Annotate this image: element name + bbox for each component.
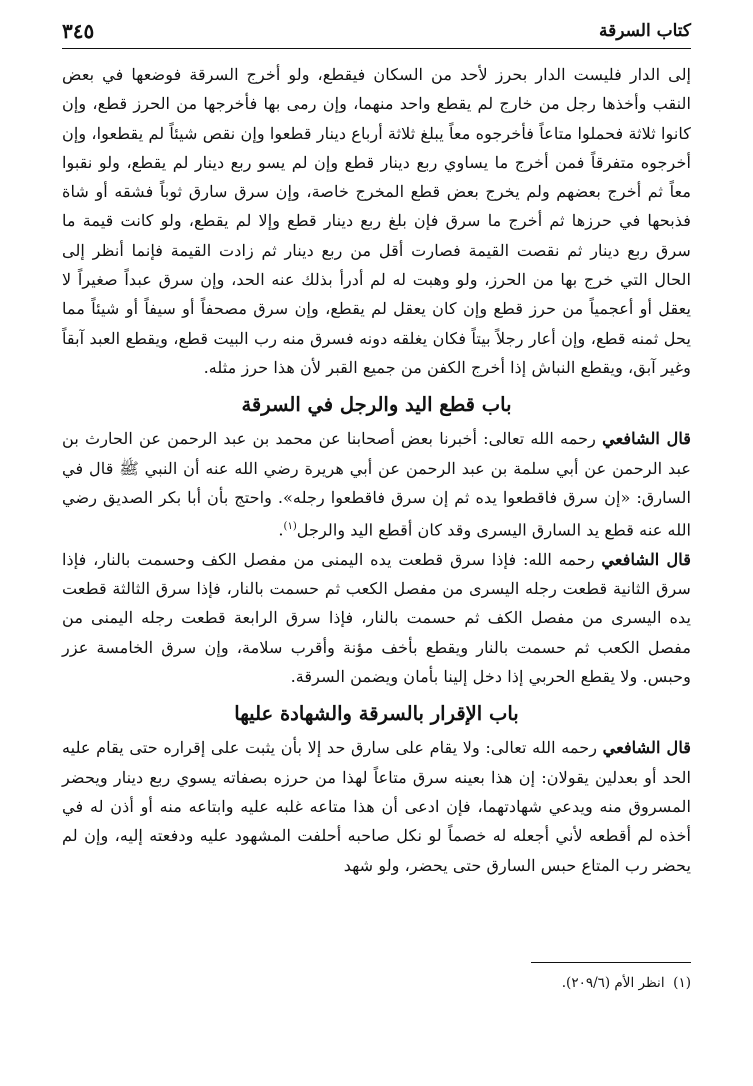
paragraph-amputation-order [62, 545, 691, 691]
paragraph-text: رحمه الله تعالى: أخبرنا بعض أصحابنا عن محمد بن عبد الرحمن عن الحارث بن عبد الرحمن عن أبي سلمة بن عبد الرحمن عن أبي هريرة رضي الله عنه أن النبي ﷺ قال في السارق: «إن سرق فاقطعوا يده ثم إن سرق فاقطعوا رجله». واحتج بأن أبا بكر الصديق رضي الله عنه قطع يد السارق اليسرى وقد كان أقطع اليد والرجل [62, 429, 691, 540]
footnote-number: (١) [673, 975, 691, 991]
page-number: ٣٤٥ [62, 19, 95, 43]
footnotes [62, 962, 691, 993]
running-header [62, 14, 691, 49]
paragraph-text: رحمه الله: فإذا سرق قطعت يده اليمنى من مفصل الكف وحسمت بالنار، فإذا سرق الثانية قطعت رجله اليسرى من مفصل الكعب ثم حسمت بالنار، فإذا سرق الثالثة قطعت يده اليسرى من مفصل الكف ثم حسمت بالنار، فإذا سرق الرابعة قطعت رجله اليمنى من مفصل الكعب ثم حسمت بالنار ويقطع بأخف مؤنة وأقرب سلامة، وإن سرق الخامسة عزر وحبس. ولا يقطع الحربي إذا دخل إلينا بأمان ويضمن السرقة. [62, 549, 691, 687]
continuation-paragraph: إلى الدار فليست الدار بحرز لأحد من السكان فيقطع، ولو أخرج السرقة فوضعها في بعض النقب وأخذها رجل من خارج لم يقطع واحد منهما، وإن رمى بها فأخرجها من الحرز قطع، وإن كانوا ثلاثة فحملوا متاعاً فأخرجوه معاً يبلغ ثلاثة أرباع دينار قطعوا وإن نقص شيئاً لم يقطعوا، وإن أخرجوه متفرقاً فمن أخرج ما يساوي ربع دينار قطع وإن لم يسو ربع دينار لم يقطع، ولو نقبوا معاً ثم أخرج بعضهم ولم يخرج بعض قطع المخرج خاصة، وإن سرق سارق ثوباً فشقه أو شاة فذبحها في حرزها ثم أخرج ما سرق فإن بلغ ربع دينار قطع وإلا لم يقطع، ولو كانت قيمة ما سرق ربع دينار ثم نقصت القيمة فصارت أقل من ربع دينار ثم زادت القيمة فإنما أنظر إلى الحال التي خرج بها من الحرز، ولو وهبت له لم أدرأ بذلك عنه الحد، وإن سرق عبداً صغيراً لا يعقل أو أعجمياً من حرز قطع وإن كان يعقل لم يقطع، وإن سرق مصحفاً أو سيفاً أو شيئاً مما يحل ثمنه قطع، وإن أعار رجلاً بيتاً فكان يغلقه دونه فسرق منه رب البيت قطع، ويقطع العبد آبقاً وغير آبق، ويقطع النباش إذا أخرج الكفن من جميع القبر لأن هذا حرز مثله. [62, 65, 691, 377]
footnote-1 [62, 973, 691, 993]
page-body [62, 60, 691, 880]
speaker-label: قال الشافعي [601, 549, 691, 569]
paragraph-end: . [278, 520, 284, 540]
running-title: كتاب السرقة [598, 21, 691, 41]
speaker-label: قال الشافعي [602, 429, 691, 449]
paragraph-text: رحمه الله تعالى: ولا يقام على سارق حد إلا بأن يثبت على إقراره حتى يقام عليه الحد أو بعدلين يقولان: إن هذا بعينه سرق متاعاً لهذا من حرزه بصفاته يسوي ربع دينار ويحضر المسروق منه ويدعي شهادتهما، فإن ادعى أن هذا متاعه غلبه عليه وابتاعه منه أو أذن له في أخذه لم أقطعه لأني أجعله له خصماً لو نكل صاحبه أحلفت المشهود عليه ودفعته إليه، وإن لم يحضر رب المتاع حبس السارق حتى يحضر، ولو شهد [62, 738, 691, 875]
footnote-text: انظر الأم (٢٠٩/٦). [561, 975, 665, 991]
paragraph-confession [62, 733, 691, 879]
section-heading-hand-and-foot: باب قطع اليد والرجل في السرقة [241, 393, 512, 417]
section-heading-confession: باب الإقرار بالسرقة والشهادة عليها [234, 702, 519, 726]
paragraph-hadith [62, 424, 691, 545]
footnote-rule [531, 962, 691, 963]
speaker-label: قال الشافعي [602, 738, 691, 758]
footnote-ref[interactable]: (١) [283, 521, 297, 533]
